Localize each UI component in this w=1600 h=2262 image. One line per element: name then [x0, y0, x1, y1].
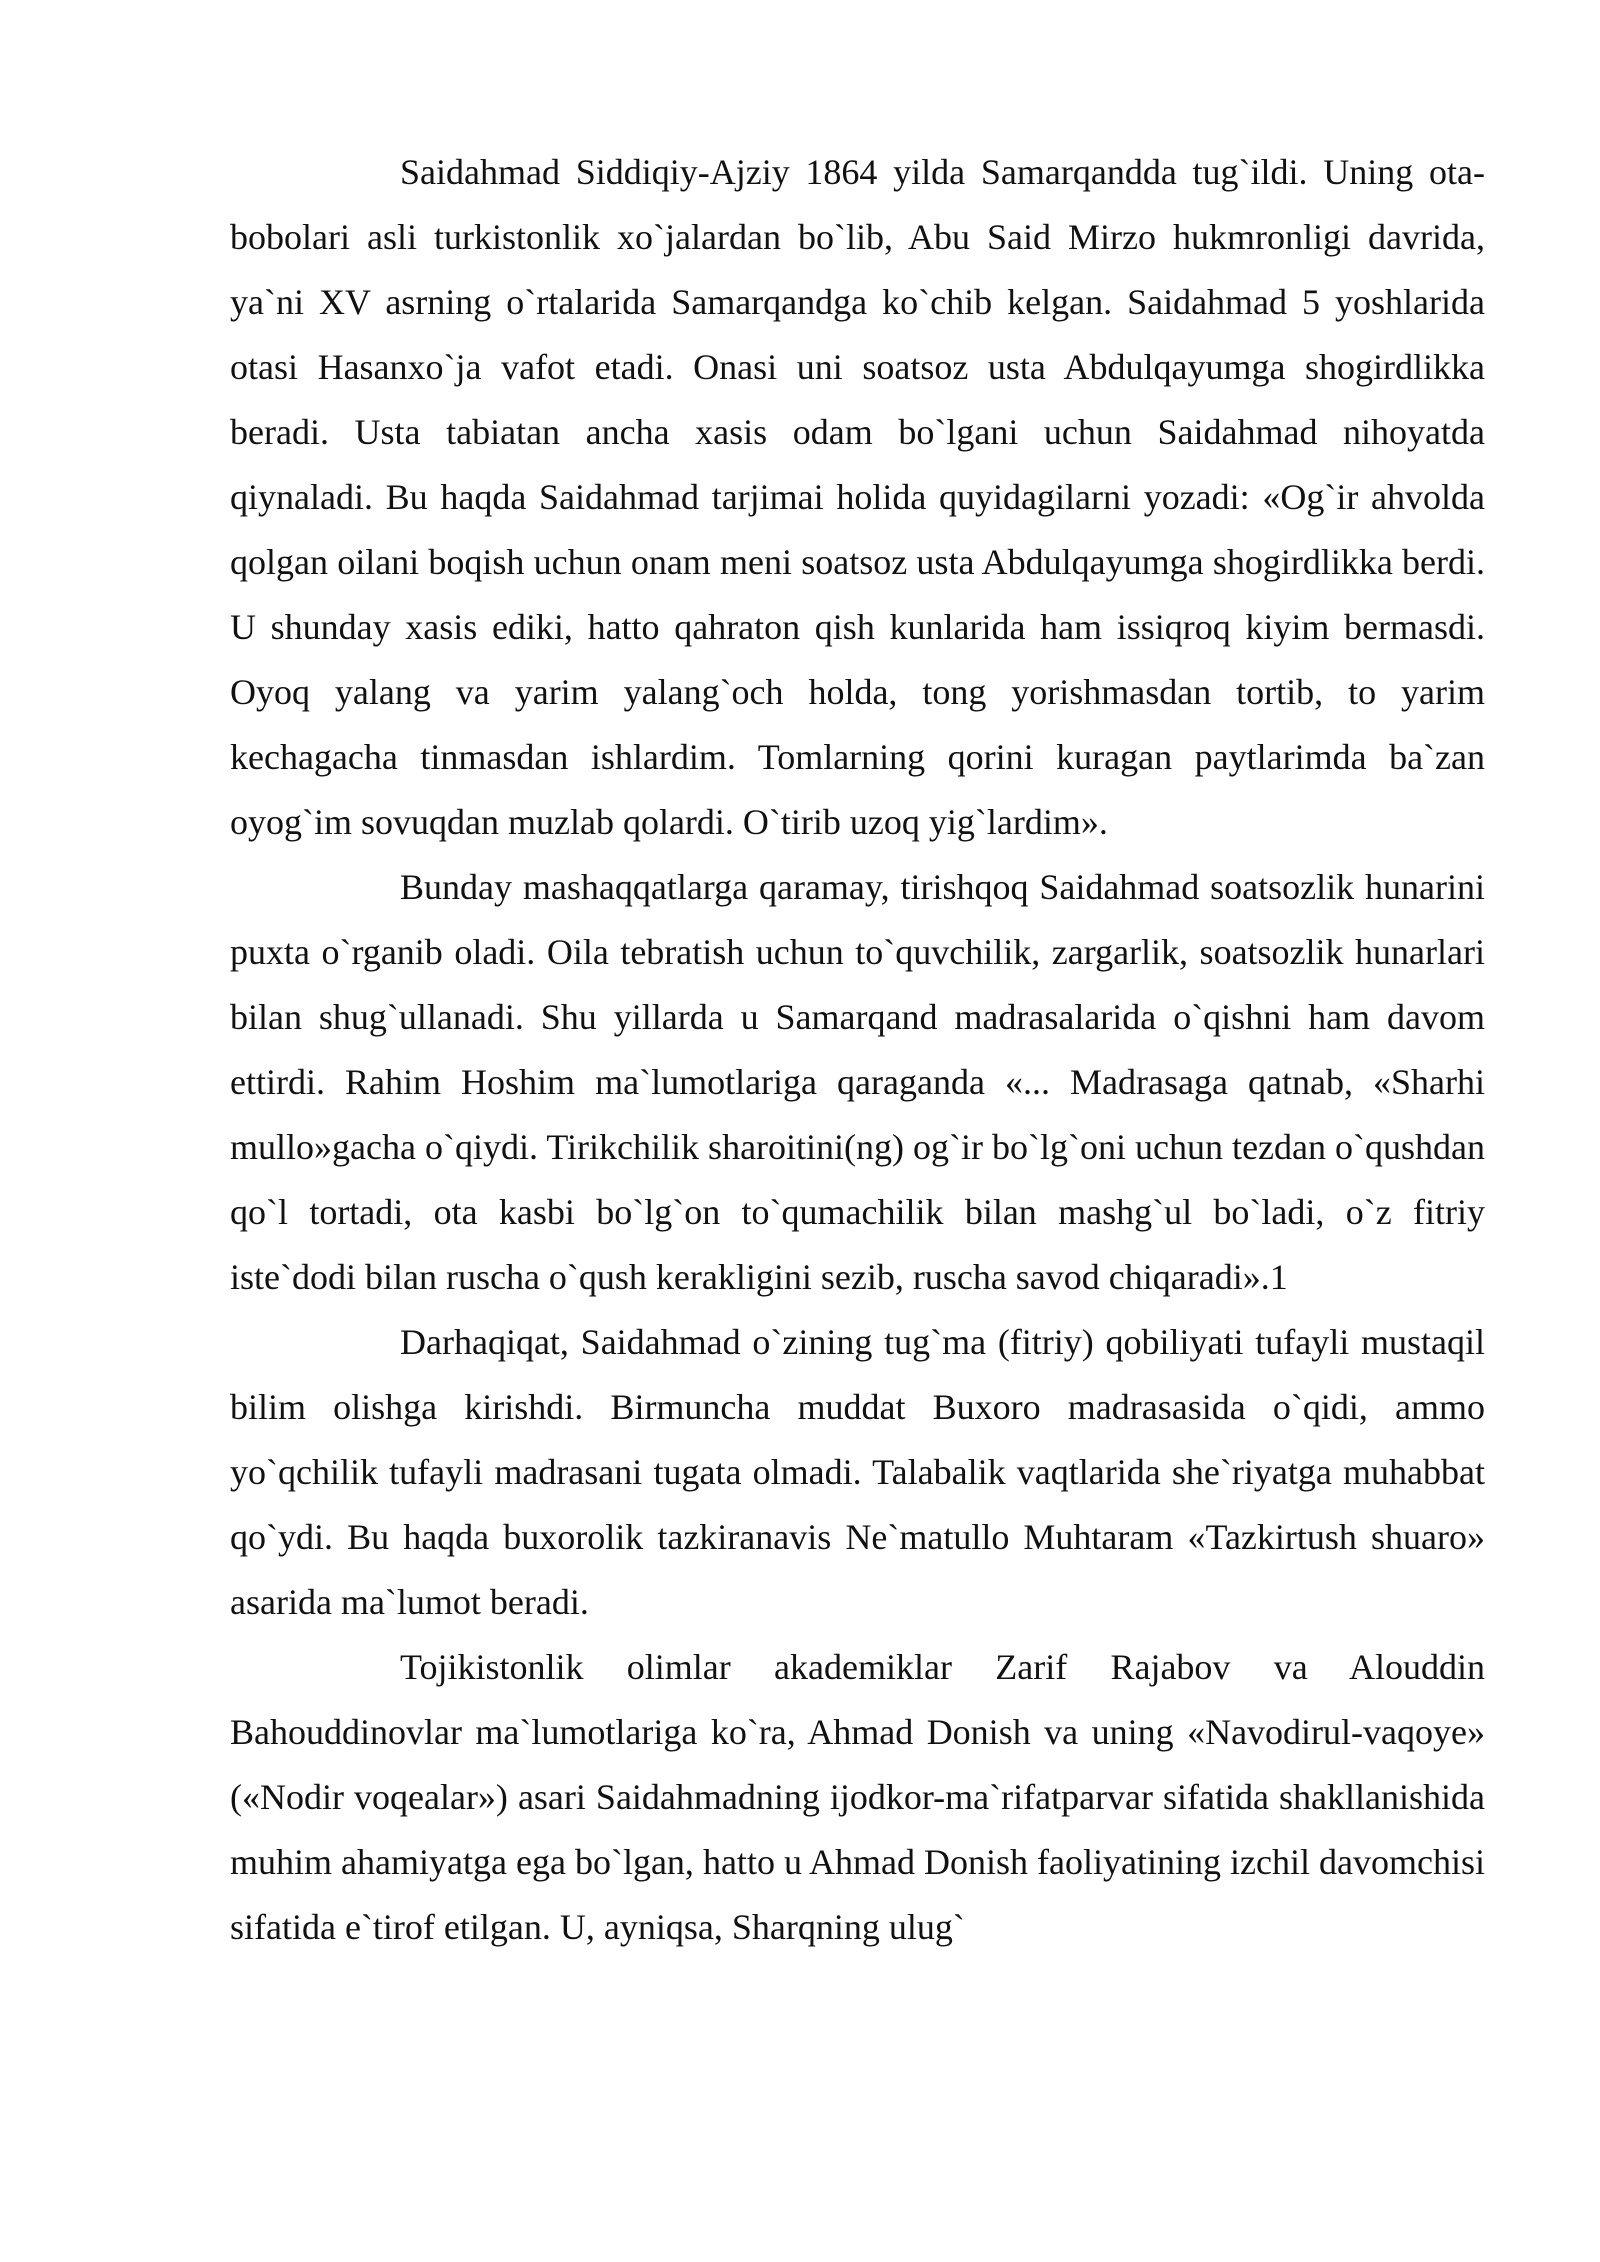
document-page: [230, 140, 1485, 1960]
paragraph-ahmad-donish-influence: Tojikistonlik olimlar akademiklar Zarif Rajabov va Alouddin Bahouddinovlar ma`lumotlariga ko`ra, Ahmad Donish va uning «Navodirul-vaqoye» («Nodir voqealar») asari Saidahmadning ijodkor-ma`rifatparvar sifatida shakllanishida muhim ahamiyatga ega bo`lgan, hatto u Ahmad Donish faoliyatining izchil davomchisi sifatida e`tirof etilgan. U, ayniqsa, Sharqning ulug`: [230, 1647, 1485, 1947]
paragraph-self-education: Darhaqiqat, Saidahmad o`zining tug`ma (fitriy) qobiliyati tufayli mustaqil bilim olishga kirishdi. Birmuncha muddat Buxoro madrasasida o`qidi, ammo yo`qchilik tufayli madrasani tugata olmadi. Talabalik vaqtlarida she`riyatga muhabbat qo`ydi. Bu haqda buxorolik tazkiranavis Ne`matullo Muhtaram «Tazkirtush shuaro» asarida ma`lumot beradi.: [230, 1322, 1485, 1622]
paragraph-craft-and-education: Bunday mashaqqatlarga qaramay, tirishqoq Saidahmad soatsozlik hunarini puxta o`rganib oladi. Oila tebratish uchun to`quvchilik, zargarlik, soatsozlik hunarlari bilan shug`ullanadi. Shu yillarda u Samarqand madrasalarida o`qishni ham davom ettirdi. Rahim Hoshim ma`lumotlariga qaraganda «... Madrasaga qatnab, «Sharhi mullo»gacha o`qiydi. Tirikchilik sharoitini(ng) og`ir bo`lg`oni uchun tezdan o`qushdan qo`l tortadi, ota kasbi bo`lg`on to`qumachilik bilan mashg`ul bo`ladi, o`z fitriy iste`dodi bilan ruscha o`qush kerakligini sezib, ruscha savod chiqaradi».1: [230, 867, 1485, 1297]
paragraph-biography-intro: Saidahmad Siddiqiy-Ajziy 1864 yilda Samarqandda tug`ildi. Uning ota-bobolari asli turkistonlik xo`jalardan bo`lib, Abu Said Mirzo hukmronligi davrida, ya`ni XV asrning o`rtalarida Samarqandga ko`chib kelgan. Saidahmad 5 yoshlarida otasi Hasanxo`ja vafot etadi. Onasi uni soatsoz usta Abdulqayumga shogirdlikka beradi. Usta tabiatan ancha xasis odam bo`lgani uchun Saidahmad nihoyatda qiynaladi. Bu haqda Saidahmad tarjimai holida quyidagilarni yozadi: «Og`ir ahvolda qolgan oilani boqish uchun onam meni soatsoz usta Abdulqayumga shogirdlikka berdi. U shunday xasis ediki, hatto qahraton qish kunlarida ham issiqroq kiyim bermasdi. Oyoq yalang va yarim yalang`och holda, tong yorishmasdan tortib, to yarim kechagacha tinmasdan ishlardim. Tomlarning qorini kuragan paytlarimda ba`zan oyog`im sovuqdan muzlab qolardi. O`tirib uzoq yig`lardim».: [230, 152, 1485, 842]
